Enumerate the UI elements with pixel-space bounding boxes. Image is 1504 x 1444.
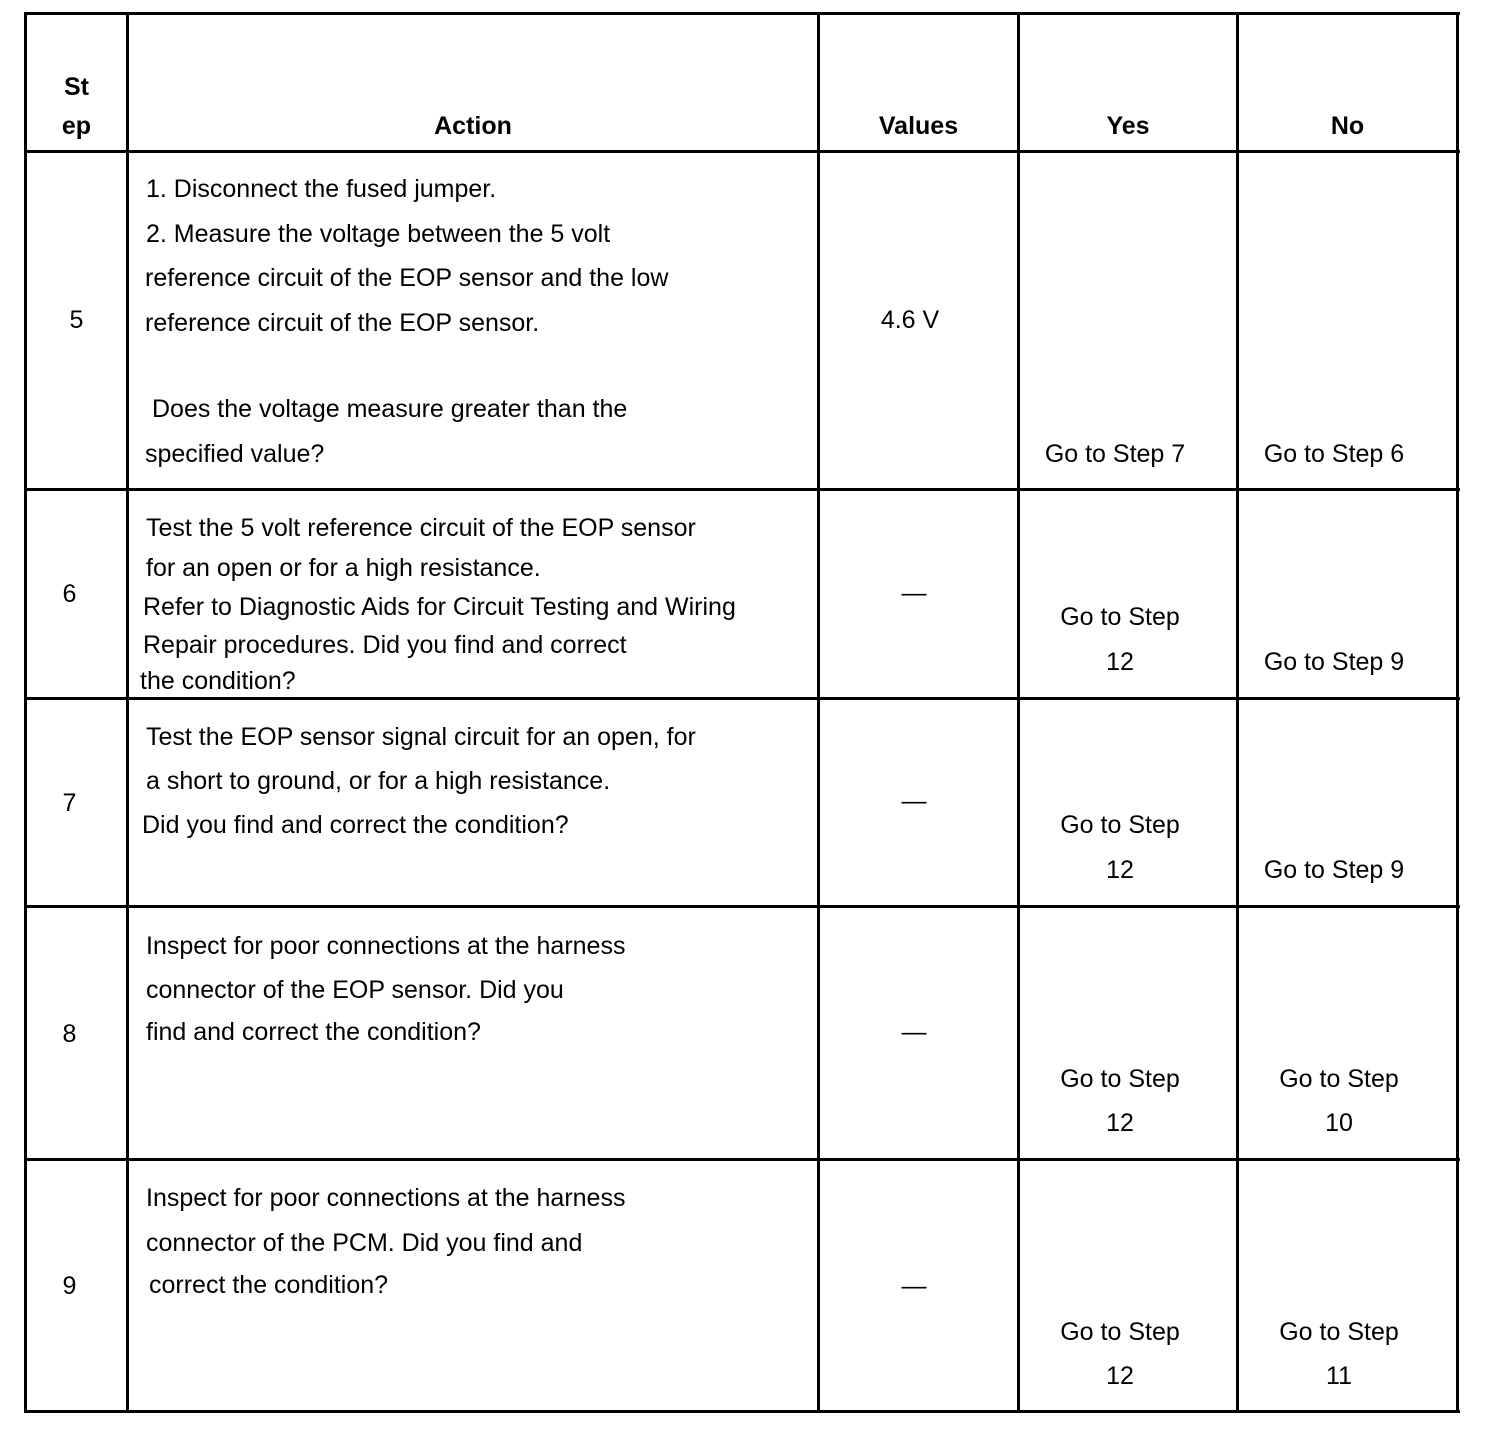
column-divider [1017, 12, 1020, 1413]
action-text-line: Repair procedures. Did you find and correct [143, 631, 627, 659]
row-divider [24, 697, 1460, 700]
no-result: Go to Step 9 [1263, 648, 1405, 676]
value-text: — [901, 787, 927, 815]
yes-result: Go to Step 7 [1044, 440, 1186, 468]
no-result: Go to Step [1279, 1065, 1399, 1093]
header-no: No [1330, 112, 1365, 140]
action-text-line: reference circuit of the EOP sensor. [145, 309, 540, 337]
yes-result: Go to Step [1060, 603, 1180, 631]
action-text-line: a short to ground, or for a high resistance. [146, 767, 611, 795]
no-result: Go to Step 9 [1263, 856, 1405, 884]
header-action: Action [434, 112, 512, 140]
header-step-line1: St [64, 73, 89, 101]
no-result: Go to Step 6 [1263, 440, 1405, 468]
yes-result: 12 [1106, 856, 1134, 884]
yes-result: 12 [1106, 648, 1134, 676]
table-border-top [24, 12, 1460, 15]
table-border-bottom [24, 1410, 1460, 1413]
action-text-line: connector of the EOP sensor. Did you [146, 976, 564, 1004]
step-number: 7 [62, 789, 77, 817]
table-border-left [24, 12, 27, 1413]
column-divider [817, 12, 820, 1413]
yes-result: 12 [1106, 1109, 1134, 1137]
yes-result: 12 [1106, 1362, 1134, 1390]
table-border-right [1456, 12, 1459, 1413]
no-result: 10 [1325, 1109, 1353, 1137]
step-number: 8 [62, 1020, 77, 1048]
header-values: Values [878, 112, 959, 140]
value-text: — [901, 579, 927, 607]
header-divider [24, 150, 1460, 153]
row-divider [24, 488, 1460, 491]
action-text-line: Inspect for poor connections at the harness [146, 1184, 626, 1212]
value-text: — [901, 1018, 927, 1046]
action-text-line: Test the 5 volt reference circuit of the EOP sensor [146, 514, 696, 542]
step-number: 6 [62, 580, 77, 608]
action-text-line: for an open or for a high resistance. [146, 554, 541, 582]
no-result: 11 [1326, 1362, 1352, 1390]
action-text-line: Does the voltage measure greater than the [152, 395, 628, 423]
header-step-line2: ep [61, 112, 92, 140]
yes-result: Go to Step [1060, 1065, 1180, 1093]
action-text-line: Refer to Diagnostic Aids for Circuit Testing and Wiring [143, 593, 736, 621]
action-text-line: correct the condition? [149, 1271, 389, 1299]
row-divider [24, 1158, 1460, 1161]
column-divider [1236, 12, 1239, 1413]
action-text-line: the condition? [140, 667, 296, 695]
action-text-line: find and correct the condition? [146, 1018, 481, 1046]
no-result: Go to Step [1279, 1318, 1399, 1346]
column-divider [126, 12, 129, 1413]
value-text: — [901, 1272, 927, 1300]
yes-result: Go to Step [1060, 1318, 1180, 1346]
header-yes: Yes [1106, 112, 1150, 140]
step-number: 9 [62, 1272, 77, 1300]
action-text-line: Test the EOP sensor signal circuit for an open, for [146, 723, 696, 751]
action-text-line: 2. Measure the voltage between the 5 volt [146, 220, 611, 248]
row-divider [24, 905, 1460, 908]
action-text-line: 1. Disconnect the fused jumper. [146, 175, 497, 203]
action-text-line: reference circuit of the EOP sensor and the low [145, 264, 669, 292]
step-number: 5 [69, 306, 84, 334]
action-text-line: specified value? [145, 440, 325, 468]
action-text-line: Did you find and correct the condition? [142, 811, 569, 839]
action-text-line: Inspect for poor connections at the harness [146, 932, 626, 960]
value-text: 4.6 V [880, 306, 940, 334]
yes-result: Go to Step [1060, 811, 1180, 839]
action-text-line: connector of the PCM. Did you find and [146, 1229, 583, 1257]
